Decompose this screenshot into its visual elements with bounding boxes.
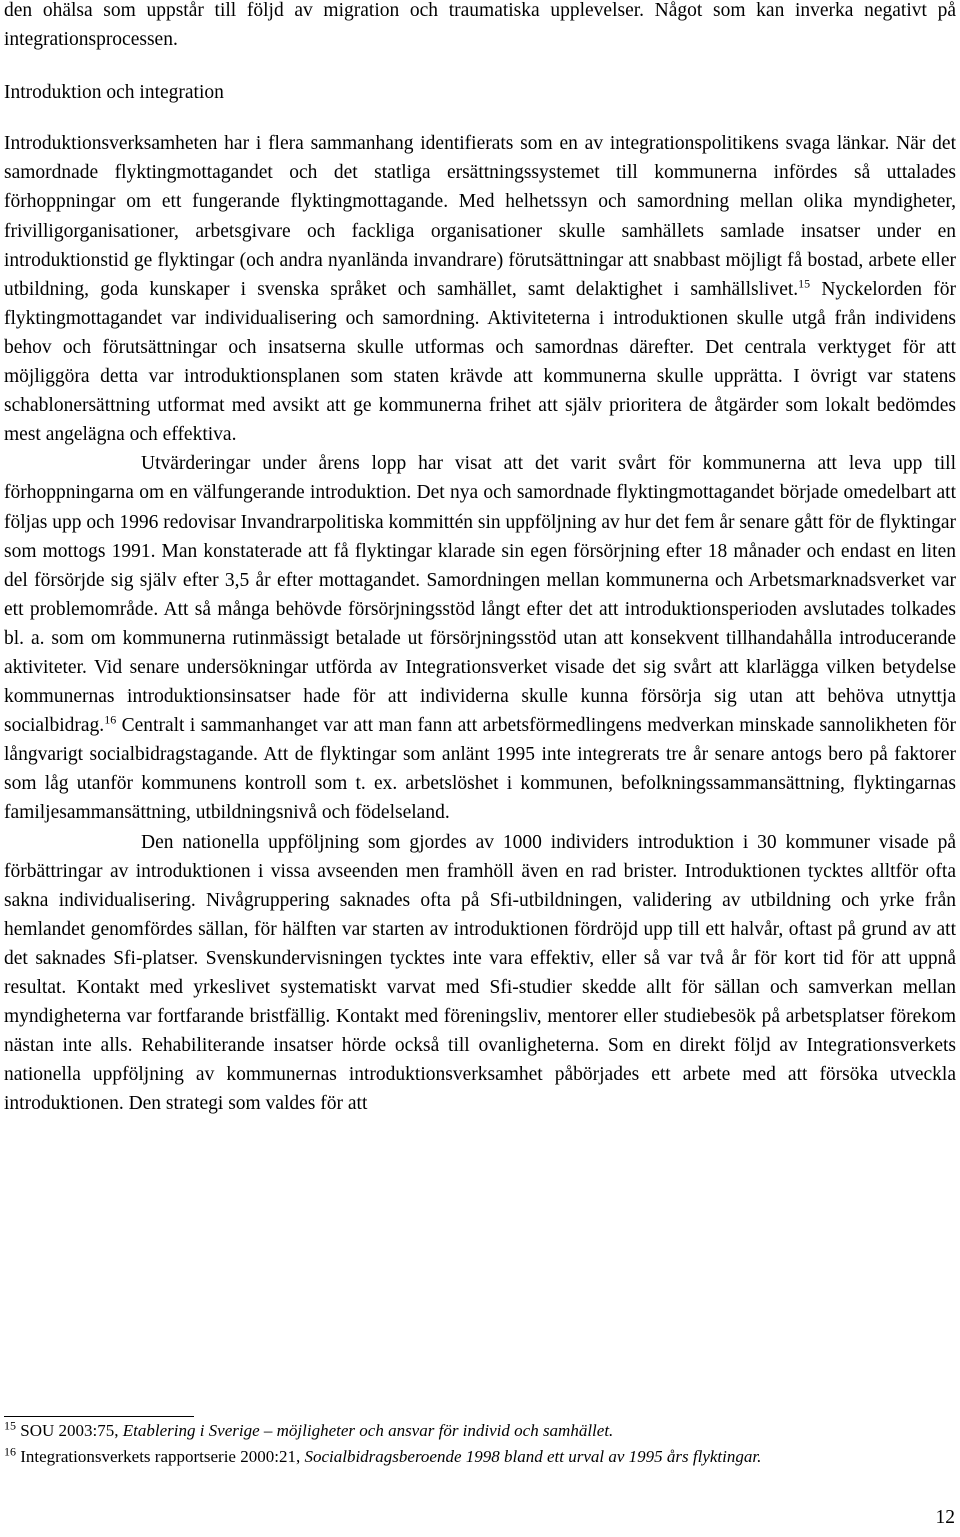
footnote-text: SOU 2003:75, bbox=[20, 1421, 123, 1440]
paragraph-1-text-b: Nyckelorden för flyktingmottagandet var individualisering och samordning. Aktiviteterna i introduktionen skulle utgå från individens behov och förutsättningar och insatserna skulle utformas och samordnas därefter. Det centrala verktyget för att möjliggöra detta var introduktionsplanen som staten krävde att kommunerna skulle upprätta. I övrigt var statens schablonersättning utformat med avsikt att ge kommunerna frihet att själv prioritera de åtgärder som lokalt bedömdes mest angelägna och effektiva. bbox=[4, 278, 956, 446]
footnote-ref-15: 15 bbox=[798, 276, 811, 291]
footnote-ref-16: 16 bbox=[104, 712, 117, 727]
footnote-divider bbox=[4, 1416, 194, 1417]
paragraph-1-text-a: Introduktionsverksamheten har i flera sammanhang identifierats som en av integrationspolitikens svaga länkar. När det samordnade flyktingmottagandet och det statliga ersättningssystemet till kommunerna infördes så uttalades förhoppningar om ett fungerande flyktingmottagande. Med helhetssyn och samordning mellan olika myndigheter, frivilligorganisationer, arbetsgivare och fackliga organisationer skulle samhällets samlade insatser under en introduktionstid ge flyktingar (och andra nyanlända invandrare) förutsättningar att snabbast möjligt få bostad, arbete eller utbildning, goda kunskaper i svenska språket och samhället, samt delaktighet i samhällslivet. bbox=[4, 133, 956, 300]
footnote-16 bbox=[4, 1444, 956, 1470]
paragraph-intro: den ohälsa som uppstår till följd av migration och traumatiska upplevelser. Något som kan inverka negativt på integrationsprocessen. bbox=[4, 0, 956, 51]
footnote-title: Socialbidragsberoende 1998 bland ett urval av 1995 års flyktingar. bbox=[304, 1447, 762, 1466]
footnote-15 bbox=[4, 1418, 956, 1444]
paragraph-2-text-a: Utvärderingar under årens lopp har visat att det varit svårt för kommunerna att leva upp till förhoppningarna om en välfungerande introduktion. Det nya och samordnade flyktingmottagandet började omedelbart att följas upp och 1996 redovisar Invandrarpolitiska kommittén sin uppföljning av hur det fem år senare gått för de flyktingar som mottogs 1991. Man konstaterade att få flyktingar klarade sin egen försörjning efter 18 månader och endast en liten del försörjde sig själv efter 3,5 år efter mottagandet. Samordningen mellan kommunerna och Arbetsmarknadsverket var ett problemområde. Att så många behövde försörjningsstöd långt efter det att introduktionsperioden avslutades tolkades bl. a. som om kommunerna rutinmässigt betalade ut försörjningsstöd utan att konsekvent tillhandahålla introducerande aktiviteter. Vid senare undersökningar utförda av Integrationsverket visade det sig svårt att klarlägga vilken betydelse kommunernas introduktionsinsatser hade för att individerna skulle kunna försörja sig utan att behöva utnyttja socialbidrag. bbox=[4, 453, 956, 737]
section-heading: Introduktion och integration bbox=[4, 82, 224, 104]
footnotes bbox=[4, 1418, 956, 1470]
footnote-number: 16 bbox=[4, 1444, 16, 1459]
page-number: 12 bbox=[935, 1507, 955, 1528]
paragraph-2 bbox=[4, 449, 956, 827]
paragraph-1 bbox=[4, 129, 956, 449]
footnote-number: 15 bbox=[4, 1418, 16, 1433]
paragraph-2-text-b: Centralt i sammanhanget var att man fann att arbetsförmedlingens medverkan minskade sannolikheten för långvarigt socialbidragstagande. Att de flyktingar som anlänt 1995 inte integrerats tre år senare antogs bero på faktorer som låg utanför kommunens kontroll som t. ex. arbetslöshet i kommunen, befolkningssammansättning, flyktingarnas familjesammansättning, utbildningsnivå och födelseland. bbox=[4, 715, 956, 824]
footnote-title: Etablering i Sverige – möjligheter och ansvar för individ och samhället. bbox=[122, 1421, 614, 1440]
paragraph-3: Den nationella uppföljning som gjordes av 1000 individers introduktion i 30 kommuner visade på förbättringar av introduktionen i vissa avseenden men framhöll även en rad brister. Introduktionen tycktes alltför ofta sakna individualisering. Nivågruppering saknades ofta på Sfi-utbildningen, validering av utbildning och yrke från hemlandet genomfördes sällan, för hälften var starten av introduktionen fördröjd upp till ett halvår, oftast på grund av att det saknades Sfi-platser. Svenskundervisningen tycktes inte vara effektiv, eller så var två år för kort tid för att uppnå resultat. Kontakt med yrkeslivet systematiskt varvat med Sfi-studier skedde allt för sällan och samverkan mellan myndigheterna var fortfarande bristfällig. Kontakt med föreningsliv, mentorer eller studiebesök på arbetsplatser förekom nästan inte alls. Rehabiliterande insatser hörde också till ovanligheterna. Som en direkt följd av Integrationsverkets nationella uppföljning av kommunernas introduktionsverksamhet påbörjades ett arbete med att försöka utveckla introduktionen. Den strategi som valdes för att bbox=[4, 831, 956, 1115]
page-body bbox=[4, 0, 956, 1118]
footnote-text: Integrationsverkets rapportserie 2000:21, bbox=[20, 1447, 305, 1466]
spacer bbox=[4, 54, 956, 78]
